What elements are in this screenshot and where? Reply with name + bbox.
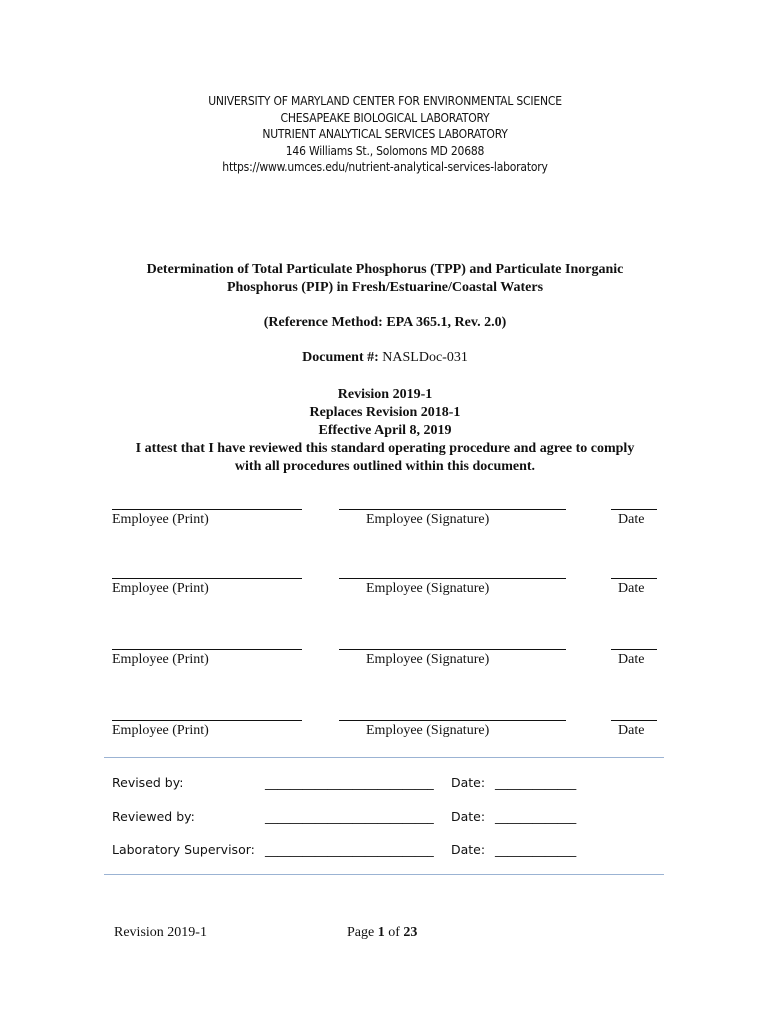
signature-line[interactable]	[339, 509, 566, 510]
print-name-label: Employee (Print)	[112, 723, 209, 738]
revision-effective: Effective April 8, 2019	[318, 423, 452, 438]
signature-line[interactable]	[339, 578, 566, 579]
signature-label: Employee (Signature)	[366, 581, 490, 596]
print-name-label: Employee (Print)	[112, 512, 209, 527]
signature-label: Employee (Signature)	[366, 512, 490, 527]
page-total: 23	[403, 925, 418, 940]
review-signature-line[interactable]: ___________________________	[265, 809, 434, 824]
review-signature-line[interactable]: ___________________________	[265, 842, 434, 857]
review-date-label: Date:	[451, 809, 486, 824]
signature-row	[0, 578, 770, 618]
date-line[interactable]	[611, 578, 657, 579]
review-date-line[interactable]: _____________	[495, 842, 577, 857]
date-label: Date	[618, 512, 645, 527]
review-label: Reviewed by:	[112, 809, 195, 824]
divider-bottom	[104, 874, 664, 875]
print-name-line[interactable]	[112, 578, 302, 579]
review-date-label: Date:	[451, 842, 486, 857]
signature-line[interactable]	[339, 649, 566, 650]
page-of: of	[388, 925, 400, 940]
signature-label: Employee (Signature)	[366, 723, 490, 738]
signature-row	[0, 720, 770, 760]
attestation-line-2: with all procedures outlined within this document.	[234, 459, 536, 474]
print-name-label: Employee (Print)	[112, 652, 209, 667]
document-title	[100, 261, 670, 297]
document-number-label: Document #:	[302, 350, 379, 365]
print-name-label: Employee (Print)	[112, 581, 209, 596]
print-name-line[interactable]	[112, 649, 302, 650]
reference-method: (Reference Method: EPA 365.1, Rev. 2.0)	[263, 315, 507, 330]
signature-row	[0, 649, 770, 689]
footer-page-number	[347, 925, 417, 941]
date-line[interactable]	[611, 509, 657, 510]
document-number	[0, 350, 770, 366]
date-label: Date	[618, 581, 645, 596]
review-signature-line[interactable]: ___________________________	[265, 775, 434, 790]
review-label: Laboratory Supervisor:	[112, 842, 255, 857]
footer-revision: Revision 2019-1	[114, 925, 207, 940]
print-name-line[interactable]	[112, 720, 302, 721]
title-line-2: Phosphorus (PIP) in Fresh/Estuarine/Coastal Waters	[226, 280, 544, 295]
signature-row	[0, 509, 770, 549]
attestation-line-1: I attest that I have reviewed this standard operating procedure and agree to comply	[135, 441, 635, 456]
date-label: Date	[618, 723, 645, 738]
institution-header	[0, 93, 770, 176]
header-line-lab: CHESAPEAKE BIOLOGICAL LABORATORY	[280, 110, 490, 125]
signature-label: Employee (Signature)	[366, 652, 490, 667]
review-date-label: Date:	[451, 775, 486, 790]
page-word: Page	[347, 925, 375, 940]
divider-top	[104, 757, 664, 758]
header-line-service: NUTRIENT ANALYTICAL SERVICES LABORATORY	[262, 127, 508, 142]
date-label: Date	[618, 652, 645, 667]
header-line-university: UNIVERSITY OF MARYLAND CENTER FOR ENVIRONMENTAL SCIENCE	[208, 94, 562, 108]
print-name-line[interactable]	[112, 509, 302, 510]
review-date-line[interactable]: _____________	[495, 809, 577, 824]
revision-current: Revision 2019-1	[337, 387, 433, 402]
signature-line[interactable]	[339, 720, 566, 721]
header-line-address: 146 Williams St., Solomons MD 20688	[285, 143, 485, 158]
review-label: Revised by:	[112, 775, 184, 790]
review-date-line[interactable]: _____________	[495, 775, 577, 790]
title-line-1: Determination of Total Particulate Phosphorus (TPP) and Particulate Inorganic	[146, 262, 624, 277]
header-line-url: https://www.umces.edu/nutrient-analytical-services-laboratory	[222, 160, 548, 175]
date-line[interactable]	[611, 649, 657, 650]
date-line[interactable]	[611, 720, 657, 721]
page-current: 1	[377, 925, 385, 940]
revision-replaces: Replaces Revision 2018-1	[309, 405, 461, 420]
revision-block	[100, 386, 670, 476]
document-number-value: NASLDoc-031	[382, 350, 468, 365]
